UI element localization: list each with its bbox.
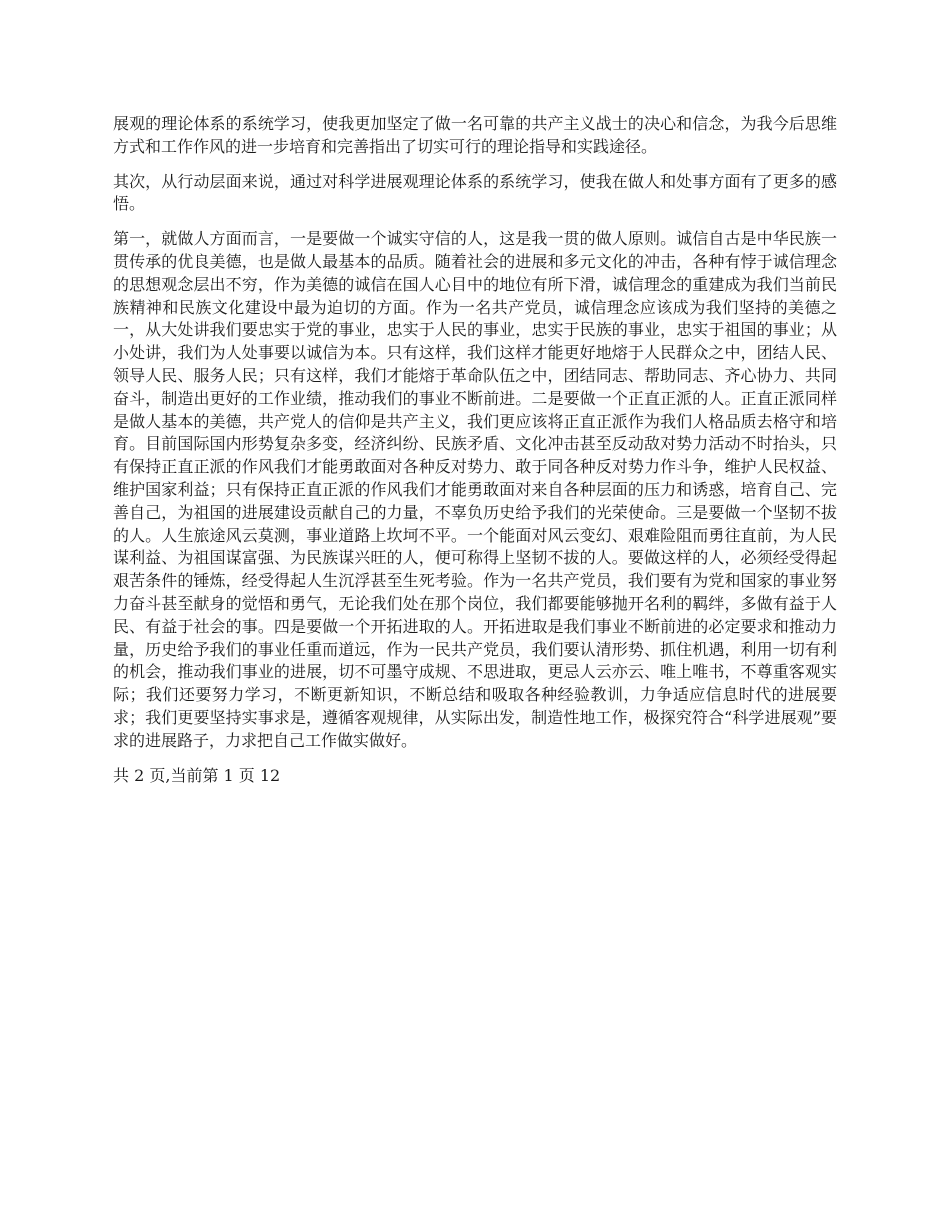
document-body — [113, 113, 837, 799]
page-indicator: 共 2 页,当前第 1 页 12 — [113, 765, 281, 785]
paragraph-3: 第一，就做人方面而言，一是要做一个诚实守信的人，这是我一贯的做人原则。诚信自古是中华民族一贯传承的优良美德，也是做人最基本的品质。随着社会的进展和多元文化的冲击，各种有悖于诚信理念的思想观念层出不穷，作为美德的诚信在国人心目中的地位有所下滑，诚信理念的重建成为我们当前民族精神和民族文化建设中最为迫切的方面。作为一名共产党员，诚信理念应该成为我们坚持的美德之一，从大处讲我们要忠实于党的事业，忠实于人民的事业，忠实于民族的事业，忠实于祖国的事业；从小处讲，我们为人处事要以诚信为本。只有这样，我们这样才能更好地熔于人民群众之中，团结人民、领导人民、服务人民；只有这样，我们才能熔于革命队伍之中，团结同志、帮助同志、齐心协力、共同奋斗，制造出更好的工作业绩，推动我们的事业不断前进。二是要做一个正直正派的人。正直正派同样是做人基本的美德，共产党人的信仰是共产主义，我们更应该将正直正派作为我们人格品质去格守和培育。目前国际国内形势复杂多变，经济纠纷、民族矛盾、文化冲击甚至反动敌对势力活动不时抬头，只有保持正直正派的作风我们才能勇敢面对各种反对势力、敢于同各种反对势力作斗争，维护人民权益、维护国家利益；只有保持正直正派的作风我们才能勇敢面对来自各种层面的压力和诱惑，培育自己、完善自己，为祖国的进展建设贡献自己的力量，不辜负历史给予我们的光荣使命。三是要做一个坚韧不拔的人。人生旅途风云莫测，事业道路上坎坷不平。一个能面对风云变幻、艰难险阻而勇往直前，为人民谋利益、为祖国谋富强、为民族谋兴旺的人，便可称得上坚韧不拔的人。要做这样的人，必须经受得起艰苦条件的锤炼，经受得起人生沉浮甚至生死考验。作为一名共产党员，我们要有为党和国家的事业努力奋斗甚至献身的觉悟和勇气，无论我们处在那个岗位，我们都要能够抛开名利的羁绊，多做有益于人民、有益于社会的事。四是要做一个开拓进取的人。开拓进取是我们事业不断前进的必定要求和推动力量，历史给予我们的事业任重而道远，作为一民共产党员，我们要认清形势、抓住机遇，利用一切有利的机会，推动我们事业的进展，切不可墨守成规、不思进取，更忌人云亦云、唯上唯书，不尊重客观实际；我们还要努力学习，不断更新知识，不断总结和吸取各种经验教训，力争适应信息时代的进展要求；我们更要坚持实事求是，遵循客观规律，从实际出发，制造性地工作，极探究符合“科学进展观”要求的进展路子，力求把自己工作做实做好。 — [113, 229, 837, 750]
paragraph-2: 其次，从行动层面来说，通过对科学进展观理论体系的系统学习，使我在做人和处事方面有了更多的感悟。 — [113, 171, 837, 214]
paragraph-1: 展观的理论体系的系统学习，使我更加坚定了做一名可靠的共产主义战士的决心和信念，为我今后思维方式和工作作风的进一步培育和完善指出了切实可行的理论指导和实践途径。 — [113, 114, 837, 156]
